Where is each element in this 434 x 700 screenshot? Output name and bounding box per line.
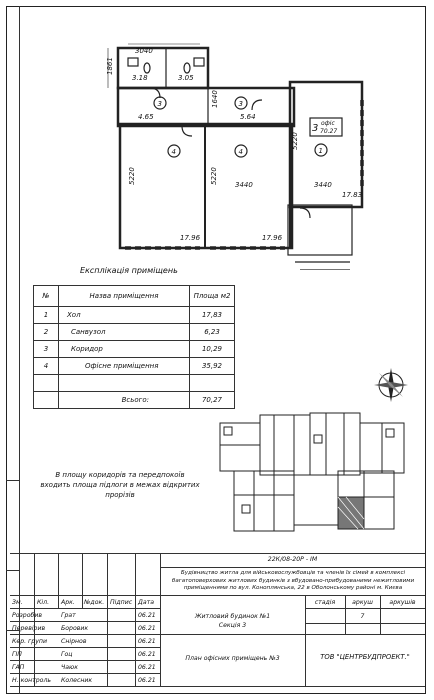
legend-header: № <box>34 286 59 307</box>
column-header: Кіл. <box>37 599 50 606</box>
plan-dimension: 5220 <box>291 132 299 150</box>
plan-dimension: 17.96 <box>262 234 283 242</box>
room-number: 1 <box>318 147 323 155</box>
signer-date: 06.21 <box>138 651 156 658</box>
signer-name: Боровик <box>61 625 89 632</box>
legend-header: Площа м2 <box>190 286 235 307</box>
room-area: 6,23 <box>190 324 235 341</box>
legend-title: Експлікація приміщень <box>80 266 178 275</box>
room-index: 2 <box>34 324 59 341</box>
room-number: 4 <box>171 148 176 156</box>
room-index: 3 <box>34 341 59 358</box>
project-code: 22К/08-20Р - ІМ <box>267 556 318 563</box>
table-row <box>34 341 235 358</box>
plan-dimension: 3040 <box>135 47 153 55</box>
room-area: 17,83 <box>190 307 235 324</box>
plan-dimension: 3.18 <box>132 74 148 82</box>
legend-header: Назва приміщення <box>59 286 190 307</box>
room-number: 3 <box>157 100 162 108</box>
plan-dimension: 3440 <box>314 181 332 189</box>
room-name: Хол <box>59 307 190 324</box>
project-description: Будівництво житла для військовослужбовців та членів їх сімей в комплексі багатоповерхових житлових будинків з вбудовано-прибудованими нежитловими приміщеннями по вул. Коноплянська, 22 в Оболонському районі м. Києва <box>171 570 415 591</box>
signer-role: Н. контроль <box>12 677 52 684</box>
room-name: Коридор <box>59 341 190 358</box>
office-floor-plan <box>0 0 434 270</box>
plan-dimension: 1640 <box>211 90 219 108</box>
room-index: 1 <box>34 307 59 324</box>
company-name: ТОВ "ЦЕНТРБУДПРОЕКТ." <box>320 653 410 661</box>
building-key-plan <box>214 405 414 545</box>
plan-dimension: 5220 <box>210 167 218 185</box>
column-header: Арк. <box>61 599 75 606</box>
plan-dimension: 5.64 <box>240 113 256 121</box>
signer-date: 06.21 <box>138 612 156 619</box>
signer-name: Снірнов <box>61 638 87 645</box>
total-row <box>34 392 235 409</box>
signer-role: ГІП <box>12 651 22 658</box>
plan-dimension: 3440 <box>235 181 253 189</box>
sheet-label: аркуш <box>352 599 373 606</box>
sheet-number: 7 <box>360 613 365 620</box>
total-area: 70,27 <box>190 392 235 409</box>
room-number: 4 <box>238 148 243 156</box>
plan-dimension: 1861 <box>106 57 114 75</box>
signer-date: 06.21 <box>138 677 156 684</box>
room-schedule-table <box>33 285 235 409</box>
north-arrow-icon <box>372 366 410 404</box>
plan-dimension: 17.83 <box>342 191 363 199</box>
column-header: Підпис <box>110 599 133 606</box>
signer-date: 06.21 <box>138 638 156 645</box>
room-area: 10,29 <box>190 341 235 358</box>
room-name: Офісне приміщення <box>59 358 190 375</box>
column-header: Дата <box>138 599 155 606</box>
building-name: Житловий будинок №1 <box>194 613 271 620</box>
plan-dimension: 4.65 <box>138 113 154 121</box>
room-name: Санвузол <box>59 324 190 341</box>
column-header: №док. <box>84 599 105 606</box>
signer-name: Колесник <box>61 677 93 684</box>
office-tag-label: офіс <box>321 120 335 127</box>
signer-role: Розробив <box>12 612 43 619</box>
signer-date: 06.21 <box>138 664 156 671</box>
plan-dimension: 5220 <box>128 167 136 185</box>
signer-name: Грат <box>61 612 76 619</box>
office-tag-number: 3 <box>312 123 319 134</box>
area-note: В площу коридорів та передпокоїв входить площа підлоги в межах відкритих прорізів <box>40 471 200 499</box>
signer-role: Перевірив <box>12 625 46 632</box>
table-row <box>34 307 235 324</box>
signer-role: Кер. групи <box>12 638 47 645</box>
plan-dimension: 17.96 <box>180 234 201 242</box>
signer-name: Гоц <box>61 651 73 658</box>
signer-name: Чаюк <box>61 664 78 671</box>
room-index: 4 <box>34 358 59 375</box>
signer-date: 06.21 <box>138 625 156 632</box>
total-label: Всього: <box>59 392 190 409</box>
plan-dimension: 3.05 <box>178 74 194 82</box>
signer-role: ГАП <box>12 664 25 671</box>
stage-label: стадія <box>314 599 336 606</box>
title-block <box>10 553 425 691</box>
column-header: Зм. <box>12 599 23 606</box>
room-area: 35,92 <box>190 358 235 375</box>
table-row <box>34 375 235 392</box>
sheet-title: План офісних приміщень №3 <box>185 655 280 662</box>
sheets-label: аркушів <box>389 599 416 606</box>
office-tag-area: 70.27 <box>320 128 338 135</box>
section-name: Секція 3 <box>218 622 247 629</box>
room-number: 3 <box>238 100 243 108</box>
table-row <box>34 324 235 341</box>
table-row <box>34 358 235 375</box>
